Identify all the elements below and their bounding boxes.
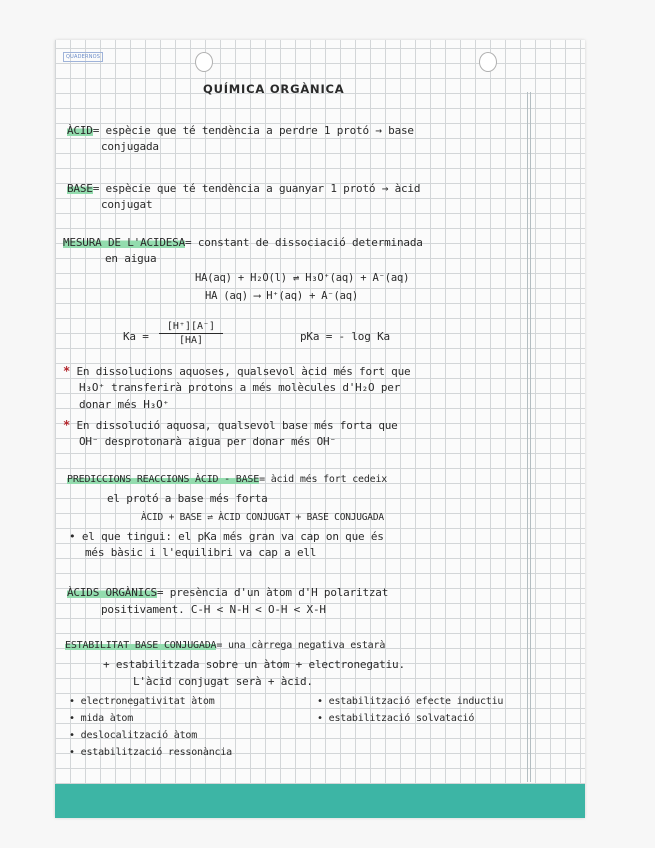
ka-fraction — [159, 321, 223, 346]
margin-line — [527, 92, 531, 782]
star-icon: * — [63, 418, 71, 432]
stability-line-2: + estabilitzada sobre un àtom + electronegatiu. — [103, 658, 405, 671]
note-1 — [63, 364, 410, 378]
stability-term: ESTABILITAT BASE CONJUGADA — [65, 640, 217, 651]
dissociation-equation-simple: HA (aq) ⟶ H⁺(aq) + A⁻(aq) — [205, 290, 359, 302]
acid-definition — [67, 124, 414, 137]
note-1-line-1: En dissolucions aquoses, qualsevol àcid més fort que — [76, 365, 411, 378]
note-2 — [63, 418, 398, 432]
punch-hole-right — [479, 52, 497, 72]
predictions-line-1: = àcid més fort cedeix — [259, 474, 388, 485]
note-1-line-2: H₃O⁺ transferirà protons a més molècules d'H₂O per — [79, 381, 401, 394]
acidity-definition — [63, 236, 423, 249]
predictions-bullet-1: • el que tingui: el pKa més gran va cap on que és — [69, 530, 384, 543]
ka-label: Ka = — [123, 330, 149, 343]
dissociation-equation: HA(aq) + H₂O(l) ⇌ H₃O⁺(aq) + A⁻(aq) — [195, 272, 410, 284]
predictions-line-2: el protó a base més forta — [107, 492, 268, 505]
predictions-definition — [67, 474, 387, 485]
organic-acids-term: ÀCIDS ORGÀNICS — [67, 586, 157, 599]
factor-electronegativity: • electronegativitat àtom — [69, 696, 215, 707]
factor-delocalization: • deslocalització àtom — [69, 730, 198, 741]
bottom-color-band — [55, 784, 585, 818]
notebook-page — [55, 40, 585, 818]
note-1-line-3: donar més H₃O⁺ — [79, 398, 169, 411]
factor-resonance: • estabilització ressonància — [69, 747, 232, 758]
predictions-bullet-2: més bàsic i l'equilibri va cap a ell — [85, 546, 317, 559]
acid-term: ÀCID — [67, 124, 93, 137]
base-line-2: conjugat — [101, 198, 153, 211]
pka-formula: pKa = - log Ka — [300, 330, 390, 343]
brand-logo: QUADERNOS — [63, 52, 103, 62]
ka-numerator: [H⁺][A⁻] — [166, 321, 216, 332]
acidity-term: MESURA DE L'ACIDESA — [63, 236, 186, 249]
organic-acids-line-1: = presència d'un àtom d'H polaritzat — [156, 586, 389, 599]
stability-line-1: = una càrrega negativa estarà — [216, 640, 386, 651]
stability-line-3: L'àcid conjugat serà + àcid. — [133, 675, 313, 688]
factor-atom-size: • mida àtom — [69, 713, 134, 724]
note-2-line-1: En dissolució aquosa, qualsevol base més forta que — [76, 419, 398, 432]
base-definition — [67, 182, 420, 195]
organic-acids-definition — [67, 586, 388, 599]
star-icon: * — [63, 364, 71, 378]
factor-inductive: • estabilització efecte inductiu — [317, 696, 504, 707]
base-term: BASE — [67, 182, 93, 195]
organic-acids-line-2: positivament. C-H < N-H < O-H < X-H — [101, 603, 326, 616]
acid-line-2: conjugada — [101, 140, 159, 153]
ka-denominator: [HA] — [178, 335, 204, 346]
acid-base-equation: ÀCID + BASE ⇌ ÀCID CONJUGAT + BASE CONJUGADA — [141, 512, 384, 523]
predictions-term: PREDICCIONS REACCIONS ÀCID - BASE — [67, 474, 260, 485]
fraction-bar — [159, 333, 223, 334]
acidity-line-2: en aigua — [105, 252, 157, 265]
acidity-line-1: = constant de dissociació determinada — [185, 236, 423, 249]
page-title: QUÍMICA ORGÀNICA — [203, 82, 345, 96]
note-2-line-2: OH⁻ desprotonarà aigua per donar més OH⁻ — [79, 435, 336, 448]
stability-definition — [65, 640, 385, 651]
punch-hole-left — [195, 52, 213, 72]
base-line-1: = espècie que té tendència a guanyar 1 protó → àcid — [92, 182, 421, 195]
acid-line-1: = espècie que té tendència a perdre 1 protó → base — [92, 124, 414, 137]
factor-solvation: • estabilització solvatació — [317, 713, 475, 724]
